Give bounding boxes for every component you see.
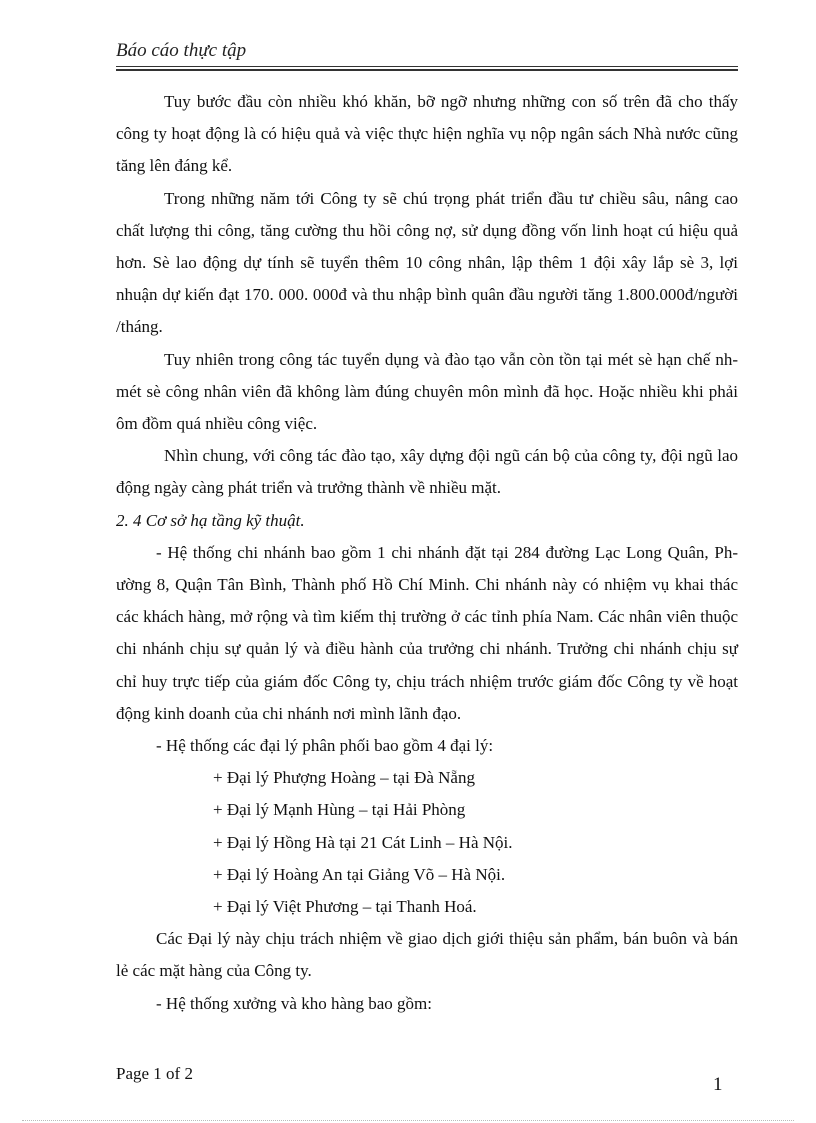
page-header-title: Báo cáo thực tập	[116, 40, 247, 61]
page-bottom-divider	[22, 1120, 794, 1121]
list-item-agent-2: + Đại lý Mạnh Hùng – tại Hải Phòng	[213, 800, 466, 820]
paragraph-1: Tuy bước đầu còn nhiều khó khăn, bỡ ngỡ nhưng những con số trên đã cho thấy công ty hoạt động là có hiệu quả và việc thực hiện nghĩa vụ nộp ngân sách Nhà nước cũng tăng lên đáng kể.	[116, 92, 738, 176]
list-item-agent-4: + Đại lý Hoàng An tại Giảng Võ – Hà Nội.	[213, 864, 506, 884]
paragraph-warehouse: - Hệ thống xưởng và kho hàng bao gồm:	[156, 993, 432, 1013]
list-item-agent-3: + Đại lý Hồng Hà tại 21 Cát Linh – Hà Nội.	[213, 832, 513, 852]
paragraph-agents-intro: - Hệ thống các đại lý phân phối bao gồm 4 đại lý:	[156, 736, 494, 756]
document-body	[116, 86, 738, 1020]
paragraph-2: Trong những năm tới Công ty sẽ chú trọng phát triển đầu tư chiều sâu, nâng cao chất lượng thi công, tăng cường thu hồi công nợ, sử dụng đồng vốn linh hoạt cú hiệu quả hơn. Sè lao động dự tính sẽ tuyển thêm 10 công nhân, lập thêm 1 đội xây lắp sè 3, lợi nhuận dự kiến đạt 170. 000. 000đ và thu nhập bình quân đầu người tăng 1.800.000đ/người /tháng.	[116, 188, 738, 337]
paragraph-4: Nhìn chung, với công tác đào tạo, xây dựng đội ngũ cán bộ của công ty, đội ngũ lao động ngày càng phát triển và trưởng thành về nhiều mặt.	[116, 446, 738, 498]
paragraph-branch: - Hệ thống chi nhánh bao gồm 1 chi nhánh đặt tại 284 đường Lạc Long Quân, Phường 8, Quận Tân Bình, Thành phố Hồ Chí Minh. Chi nhánh này có nhiệm vụ khai thác các khách hàng, mở rộng và tìm kiếm thị trường ở các tỉnh phía Nam. Các nhân viên thuộc chi nhánh chịu sự quản lý và điều hành của trưởng chi nhánh. Trưởng chi nhánh chịu sự chỉ huy trực tiếp của giám đốc Công ty, chịu trách nhiệm trước giám đốc Công ty về hoạt động kinh doanh của chi nhánh nơi mình lãnh đạo.	[116, 542, 738, 723]
footer-page-label: Page 1 of 2	[116, 1064, 193, 1083]
paragraph-agents-duty: Các Đại lý này chịu trách nhiệm về giao dịch giới thiệu sản phẩm, bán buôn và bán lẻ các mặt hàng của Công ty.	[116, 929, 738, 981]
section-heading: 2. 4 Cơ sở hạ tầng kỹ thuật.	[116, 510, 305, 530]
list-item-agent-5: + Đại lý Việt Phương – tại Thanh Hoá.	[213, 897, 477, 917]
footer-page-number: 1	[713, 1074, 723, 1095]
list-item-agent-1: + Đại lý Phượng Hoàng – tại Đà Nẵng	[213, 768, 475, 788]
paragraph-3: Tuy nhiên trong công tác tuyển dụng và đào tạo vẫn còn tồn tại mét sè hạn chế nh mét sè công nhân viên đã không làm đúng chuyên môn mình đã học. Hoặc nhiều khi phải ôm đồm quá nhiều công việc.	[116, 349, 738, 434]
header-rule-bottom	[116, 69, 738, 71]
header-rule-top	[116, 66, 738, 67]
